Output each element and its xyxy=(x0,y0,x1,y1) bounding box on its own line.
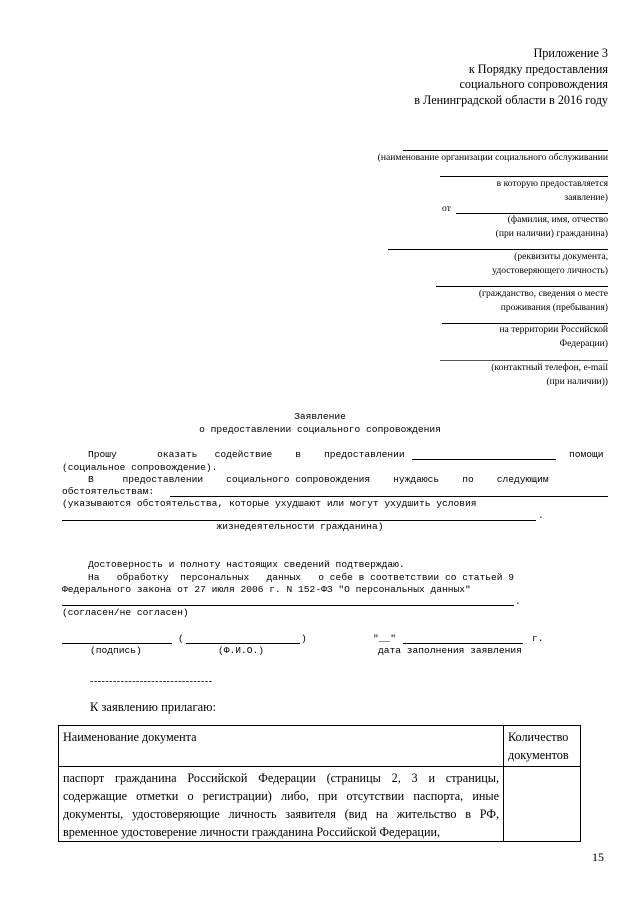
header-document-name: Наименование документа xyxy=(59,726,504,767)
fio-label: (Ф.И.О.) xyxy=(218,645,265,656)
org-caption-2 xyxy=(497,177,608,205)
date-line xyxy=(403,643,523,644)
appendix-header xyxy=(414,46,608,108)
consent-line xyxy=(62,605,514,606)
confirmation-text: Достоверность и полноту настоящих сведений подтверждаю. xyxy=(88,559,405,570)
from-label: от xyxy=(442,203,451,214)
document-name-cell: паспорт гражданина Российской Федерации (страницы 2, 3 и страницы, содержащие отметки о регистрации) либо, при отсутствии паспорта, иные документы, удостоверяющие личность заявителя (вид на жительство в РФ, временное удостоверение личности гражданина Российской Федерации, xyxy=(59,767,504,842)
circumstances-line xyxy=(170,496,608,497)
circumstances-text: В предоставлении социального сопровождения нуждаюсь по следующим xyxy=(88,474,549,485)
request-text: Прошу оказать содействие в предоставлении xyxy=(88,449,405,460)
attach-label: К заявлению прилагаю: xyxy=(90,700,216,714)
circumstances-hint-2: жизнедеятельности гражданина) xyxy=(216,521,384,532)
year-suffix: г. xyxy=(532,633,544,644)
circumstances-label: обстоятельствам: xyxy=(62,486,155,497)
fio-line xyxy=(186,643,300,644)
signature-label: (подпись) xyxy=(90,645,142,656)
territory-caption xyxy=(499,323,608,351)
document-count-cell xyxy=(504,767,581,842)
consent-text-2: Федерального закона от 27 июля 2006 г. N 152-ФЗ "О персональных данных" xyxy=(62,584,471,595)
page-number: 15 xyxy=(592,850,604,864)
caption-text: заявление) xyxy=(564,192,608,203)
help-word: помощи xyxy=(569,449,604,460)
circumstances-hint: (указываются обстоятельства, которые ухудшают или могут ухудшить условия xyxy=(62,498,477,509)
consent-text: На обработку персональных данных о себе в соответствии со статьей 9 xyxy=(88,572,515,583)
table-header-row xyxy=(59,726,581,767)
documents-table xyxy=(58,725,581,842)
caption-text: (реквизиты документа, xyxy=(514,251,608,262)
appendix-line: в Ленинградской области в 2016 году xyxy=(414,92,608,107)
table-row xyxy=(59,767,581,842)
caption-text: (при наличии) гражданина) xyxy=(495,228,608,239)
appendix-line: Приложение 3 xyxy=(533,46,608,60)
signature-line xyxy=(62,643,172,644)
citizenship-caption xyxy=(479,287,608,315)
request-text-2: (социальное сопровождение). xyxy=(62,462,218,473)
caption-text: Федерации) xyxy=(559,338,608,349)
help-type-line xyxy=(412,459,556,460)
caption-text: на территории Российской xyxy=(499,324,608,335)
caption-text: (при наличии)) xyxy=(546,376,608,387)
caption-text: проживания (пребывания) xyxy=(500,302,608,313)
caption-text: в которую предоставляется xyxy=(496,178,608,189)
appendix-line: к Порядку предоставления xyxy=(468,61,608,76)
caption-text: (фамилия, имя, отчество xyxy=(507,214,608,225)
date-label: дата заполнения заявления xyxy=(378,645,522,656)
consent-dot: . xyxy=(515,596,521,607)
date-quote: "__" xyxy=(373,633,397,644)
caption-text: удостоверяющего личность) xyxy=(492,265,608,276)
fio-caption xyxy=(496,213,608,241)
caption-text: (контактный телефон, e-mail xyxy=(491,362,608,373)
fio-close: ) xyxy=(301,633,307,644)
header-document-count: Количество документов xyxy=(504,726,581,767)
caption-text: (гражданство, сведения о месте xyxy=(478,288,608,299)
org-caption: (наименование организации социального обслуживании xyxy=(377,152,608,163)
doc-caption xyxy=(492,250,608,278)
statement-subtitle: о предоставлении социального сопровождения xyxy=(199,424,441,435)
appendix-line: социального сопровождения xyxy=(459,77,608,91)
fio-open: ( xyxy=(178,633,184,644)
circumstances-dot: . xyxy=(538,510,544,521)
consent-hint: (согласен/не согласен) xyxy=(62,607,189,618)
statement-title: Заявление xyxy=(294,411,346,422)
separator: -------------------------------- xyxy=(90,676,213,687)
phone-caption xyxy=(491,361,608,389)
